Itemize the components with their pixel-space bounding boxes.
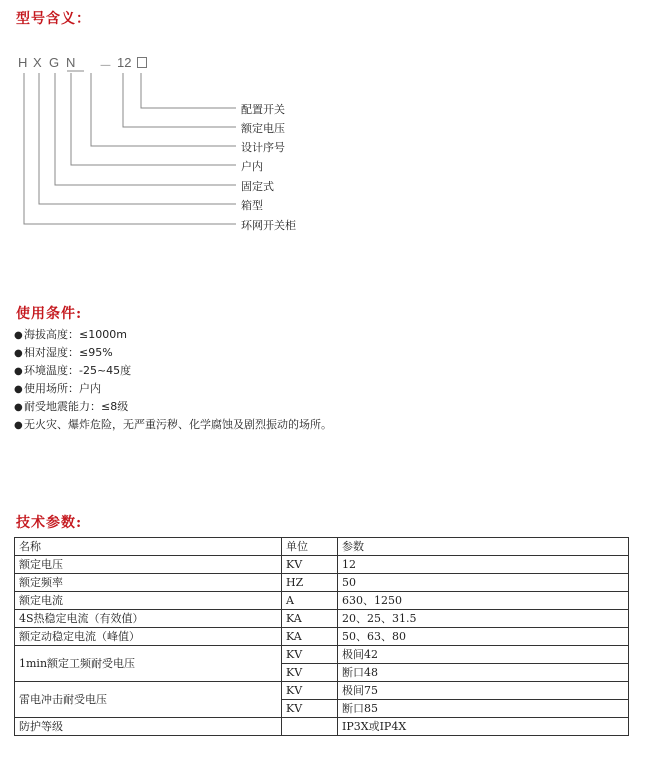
spec-table (14, 537, 629, 736)
row-name: 额定电压 (15, 556, 282, 574)
row-unit: KV (282, 646, 338, 664)
table-row (15, 556, 629, 574)
tech-section-title: 技术参数: (16, 515, 83, 531)
table-row (15, 574, 629, 592)
row-unit: KV (282, 700, 338, 718)
code-letter-h: H (18, 55, 28, 70)
row-value: IP3X或IP4X (338, 718, 629, 736)
label-indoor: 户内 (241, 160, 263, 173)
header-unit: 单位 (282, 538, 338, 556)
label-ring-main-unit: 环网开关柜 (241, 219, 296, 232)
label-fixed: 固定式 (241, 180, 274, 193)
row-value: 断口85 (338, 700, 629, 718)
row-unit: A (282, 592, 338, 610)
row-unit: KA (282, 628, 338, 646)
header-value: 参数 (338, 538, 629, 556)
model-section-title: 型号含义： (16, 11, 91, 27)
leader-line-rated-voltage (123, 73, 236, 127)
row-unit: KV (282, 664, 338, 682)
table-row (15, 682, 629, 700)
label-rated-voltage: 额定电压 (241, 122, 285, 135)
condition-altitude: ●海拔高度：≤1000m (14, 326, 332, 344)
row-unit: KV (282, 682, 338, 700)
condition-temperature: ●环境温度：-25~45度 (14, 362, 332, 380)
table-row (15, 592, 629, 610)
leader-line-ring-main (24, 73, 236, 224)
code-letter-g: G (49, 55, 60, 70)
row-unit (282, 718, 338, 736)
table-row (15, 628, 629, 646)
model-leader-lines (0, 0, 650, 240)
label-design-number: 设计序号 (241, 141, 285, 154)
table-row (15, 718, 629, 736)
bullet-dot: ● (14, 420, 23, 431)
row-name: 额定频率 (15, 574, 282, 592)
condition-environment: ●无火灾、爆炸危险，无严重污秽、化学腐蚀及剧烈振动的场所。 (14, 416, 332, 434)
row-value: 极间42 (338, 646, 629, 664)
row-name: 1min额定工频耐受电压 (15, 646, 282, 682)
row-name: 4S热稳定电流（有效值） (15, 610, 282, 628)
leader-line-design-number (91, 73, 236, 146)
table-row (15, 610, 629, 628)
row-value: 50 (338, 574, 629, 592)
row-value: 50、63、80 (338, 628, 629, 646)
bullet-dot: ● (14, 348, 23, 359)
leader-line-indoor (71, 73, 236, 165)
row-value: 630、1250 (338, 592, 629, 610)
leader-line-box-type (39, 73, 236, 204)
code-letter-x: X (33, 55, 42, 70)
table-row (15, 646, 629, 664)
code-letter-n: N (66, 55, 76, 70)
condition-seismic: ●耐受地震能力：≤8级 (14, 398, 332, 416)
label-config-switch: 配置开关 (241, 103, 285, 116)
row-value: 20、25、31.5 (338, 610, 629, 628)
label-box-type: 箱型 (241, 199, 263, 212)
bullet-dot: ● (14, 402, 23, 413)
table-header-row (15, 538, 629, 556)
condition-humidity: ●相对湿度：≤95% (14, 344, 332, 362)
code-dash: － (99, 58, 113, 73)
row-name: 雷电冲击耐受电压 (15, 682, 282, 718)
row-value: 断口48 (338, 664, 629, 682)
row-name: 防护等级 (15, 718, 282, 736)
leader-line-config-switch (141, 73, 236, 108)
condition-location: ●使用场所：户内 (14, 380, 332, 398)
code-voltage: 12 (117, 55, 132, 70)
bullet-dot: ● (14, 366, 23, 377)
row-value: 12 (338, 556, 629, 574)
bullet-dot: ● (14, 384, 23, 395)
leader-line-fixed (55, 73, 236, 185)
row-unit: KV (282, 556, 338, 574)
row-value: 极间75 (338, 682, 629, 700)
row-name: 额定动稳定电流（峰值） (15, 628, 282, 646)
header-name: 名称 (15, 538, 282, 556)
row-unit: KA (282, 610, 338, 628)
row-name: 额定电流 (15, 592, 282, 610)
bullet-dot: ● (14, 330, 23, 341)
row-unit: HZ (282, 574, 338, 592)
conditions-section-title: 使用条件: (16, 306, 83, 322)
conditions-list (14, 326, 332, 434)
